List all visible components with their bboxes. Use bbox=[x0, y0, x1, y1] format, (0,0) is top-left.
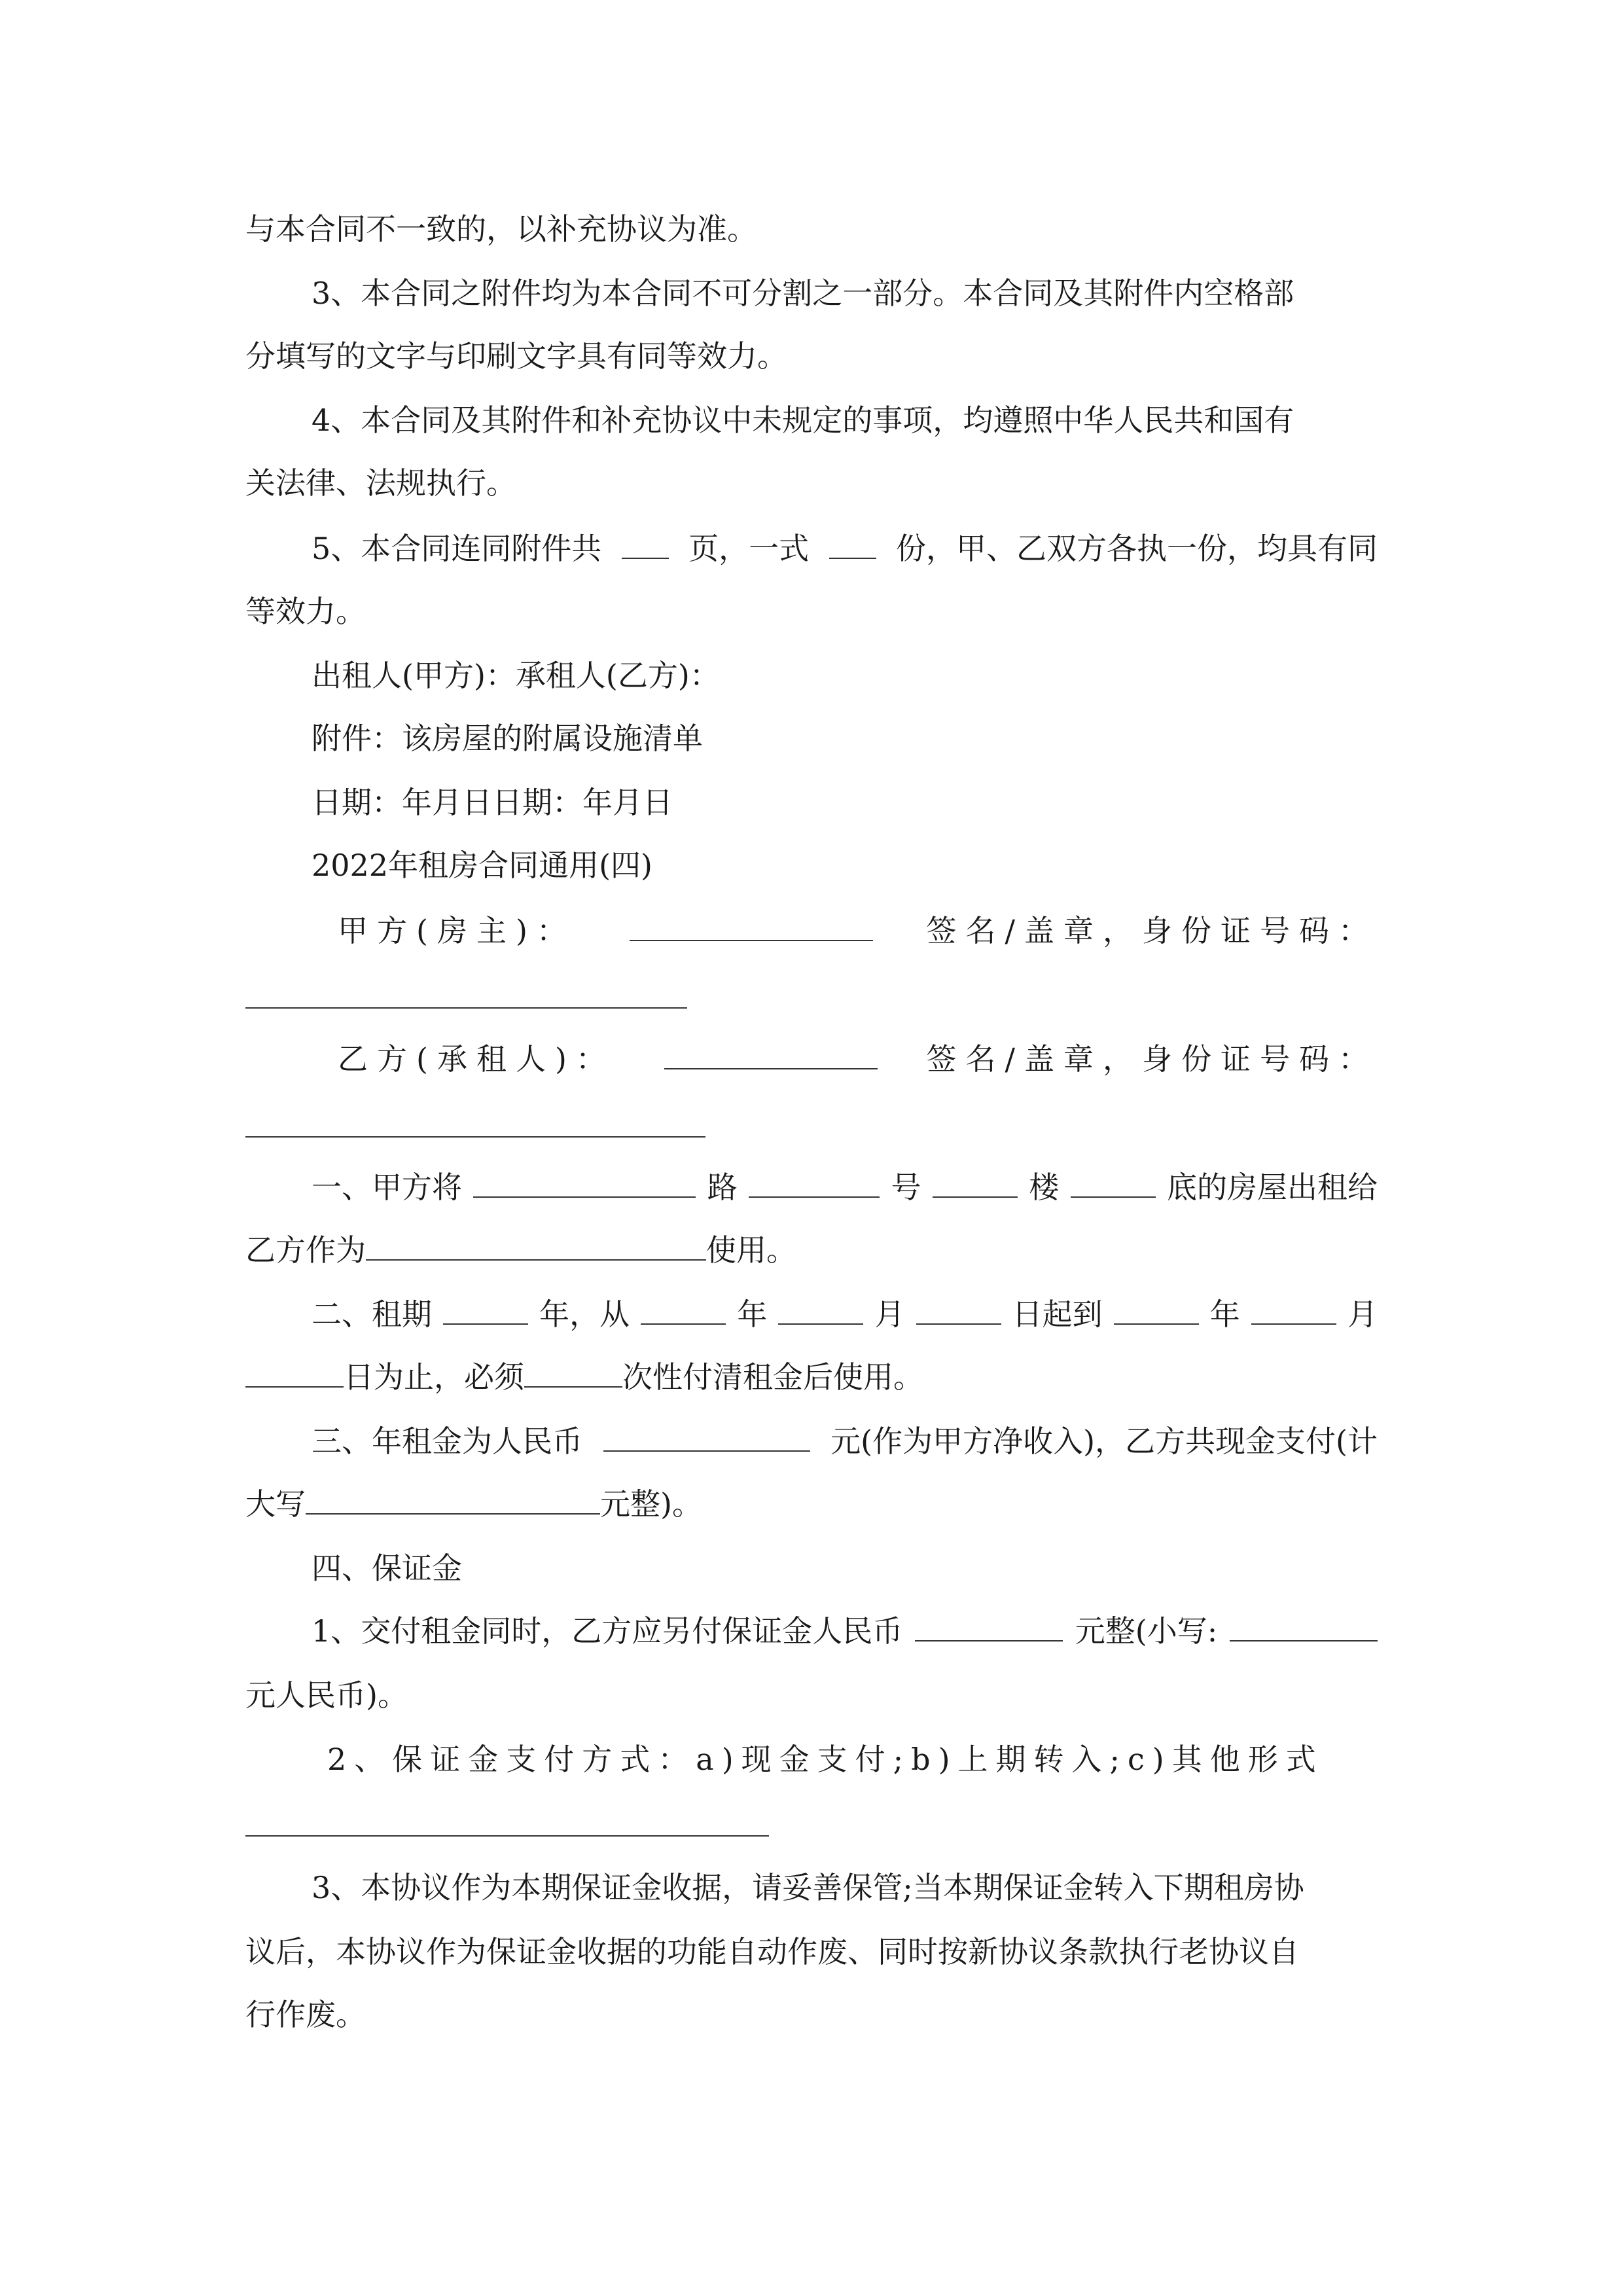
floor-blank[interactable] bbox=[1071, 1168, 1156, 1198]
clause-2-text-h: 日为止，必须 bbox=[344, 1359, 524, 1395]
clause-1-text-d: 楼 bbox=[1029, 1170, 1060, 1205]
party-b-sign-label: 签名/盖章，身份证号码： bbox=[926, 1041, 1378, 1077]
end-month-blank[interactable] bbox=[1251, 1295, 1336, 1325]
party-b-id-blank[interactable] bbox=[245, 1136, 705, 1138]
clause-3-line-2: 分填写的文字与印刷文字具有同等效力。 bbox=[245, 338, 787, 374]
party-b-line bbox=[338, 1039, 1378, 1079]
party-b-label: 乙方(承租人)： bbox=[338, 1041, 615, 1077]
deposit-2-line-1: 2、保证金支付方式：a)现金支付;b)上期转入;c)其他形式 bbox=[327, 1742, 1324, 1777]
annual-rent-blank[interactable] bbox=[603, 1422, 810, 1452]
deposit-title: 四、保证金 bbox=[312, 1551, 462, 1586]
party-a-name-blank[interactable] bbox=[630, 911, 873, 941]
deposit-1-text-a: 1、交付租金同时，乙方应另付保证金人民币 bbox=[312, 1613, 903, 1649]
start-month-blank[interactable] bbox=[778, 1295, 863, 1325]
clause-2-text-e: 日起到 bbox=[1012, 1297, 1103, 1332]
clause-2-line-1 bbox=[312, 1295, 1378, 1334]
other-payment-blank[interactable] bbox=[245, 1835, 769, 1837]
clause-5-text-b: 页，一式 bbox=[688, 531, 810, 566]
deposit-3-line-3: 行作废。 bbox=[245, 1997, 366, 2032]
clause-2-text-c: 年 bbox=[737, 1297, 768, 1332]
end-day-blank[interactable] bbox=[245, 1357, 344, 1388]
clause-3-rent-line-1 bbox=[312, 1422, 1378, 1461]
lease-years-blank[interactable] bbox=[443, 1295, 528, 1325]
clause-3-line-1: 3、本合同之附件均为本合同不可分割之一部分。本合同及其附件内空格部 bbox=[312, 276, 1294, 311]
amount-in-words-blank[interactable] bbox=[306, 1484, 600, 1515]
clause-5-line-1 bbox=[312, 529, 1378, 568]
clause-3-rent-text-c: 大写 bbox=[245, 1486, 306, 1522]
clause-1-text-c: 号 bbox=[891, 1170, 921, 1205]
clause-4-line-2: 关法律、法规执行。 bbox=[245, 465, 516, 501]
date-line: 日期：年月日日期：年月日 bbox=[312, 785, 673, 820]
road-blank[interactable] bbox=[473, 1168, 696, 1198]
clause-3-rent-text-d: 元整)。 bbox=[600, 1486, 702, 1522]
usage-blank[interactable] bbox=[366, 1230, 706, 1261]
clause-1-text-b: 路 bbox=[707, 1170, 738, 1205]
clause-3-rent-line-2 bbox=[245, 1484, 1378, 1524]
clause-2-text-d: 月 bbox=[874, 1297, 905, 1332]
deposit-3-line-1: 3、本协议作为本期保证金收据，请妥善保管;当本期保证金转入下期租房协 bbox=[312, 1870, 1304, 1905]
building-blank[interactable] bbox=[933, 1168, 1018, 1198]
clause-2-line-2 bbox=[245, 1357, 1378, 1397]
deposit-3-line-2: 议后，本协议作为保证金收据的功能自动作废、同时按新协议条款执行老协议自 bbox=[245, 1934, 1299, 1969]
clause-3-rent-text-a: 三、年租金为人民币 bbox=[312, 1424, 582, 1459]
clause-2-text-b: 年，从 bbox=[539, 1297, 630, 1332]
deposit-amount-blank[interactable] bbox=[915, 1611, 1063, 1641]
clause-4-line-1: 4、本合同及其附件和补充协议中未规定的事项，均遵照中华人民共和国有 bbox=[312, 403, 1294, 438]
party-a-label: 甲方(房主)： bbox=[338, 913, 576, 948]
end-year-blank[interactable] bbox=[1114, 1295, 1199, 1325]
clause-5-text-c: 份，甲、乙双方各执一份，均具有同 bbox=[895, 531, 1378, 566]
pages-blank[interactable] bbox=[622, 529, 669, 559]
clause-2-text-i: 次性付清租金后使用。 bbox=[622, 1359, 923, 1395]
deposit-1-line-2: 元人民币)。 bbox=[245, 1677, 408, 1713]
clause-3-rent-text-b: 元(作为甲方净收入)，乙方共现金支付(计 bbox=[830, 1424, 1378, 1459]
copies-blank[interactable] bbox=[829, 529, 876, 559]
lessor-lessee-line: 出租人(甲方)：承租人(乙方)： bbox=[312, 658, 720, 693]
paragraph-line: 与本合同不一致的，以补充协议为准。 bbox=[245, 211, 757, 247]
section-title: 2022年租房合同通用(四) bbox=[312, 848, 652, 883]
clause-5-line-2: 等效力。 bbox=[245, 594, 366, 629]
clause-2-text-f: 年 bbox=[1209, 1297, 1240, 1332]
party-b-name-blank[interactable] bbox=[664, 1039, 878, 1069]
clause-1-text-f: 乙方作为 bbox=[245, 1232, 366, 1268]
party-a-id-blank[interactable] bbox=[245, 1007, 687, 1009]
clause-1-text-a: 一、甲方将 bbox=[312, 1170, 462, 1205]
party-a-sign-label: 签名/盖章，身份证号码： bbox=[926, 913, 1378, 948]
payment-times-blank[interactable] bbox=[524, 1357, 622, 1388]
deposit-1-text-b: 元整(小写: bbox=[1075, 1613, 1218, 1649]
number-blank[interactable] bbox=[749, 1168, 880, 1198]
party-a-line bbox=[338, 911, 1378, 950]
attachment-line: 附件：该房屋的附属设施清单 bbox=[312, 721, 703, 756]
start-year-blank[interactable] bbox=[641, 1295, 726, 1325]
start-day-blank[interactable] bbox=[916, 1295, 1001, 1325]
clause-1-line-1 bbox=[312, 1168, 1378, 1207]
clause-1-text-e: 底的房屋出租给 bbox=[1167, 1170, 1378, 1205]
clause-2-text-a: 二、租期 bbox=[312, 1297, 432, 1332]
clause-5-text-a: 5、本合同连同附件共 bbox=[312, 531, 602, 566]
clause-1-text-g: 使用。 bbox=[706, 1232, 796, 1268]
clause-2-text-g: 月 bbox=[1347, 1297, 1378, 1332]
deposit-1-line-1 bbox=[312, 1611, 1378, 1651]
clause-1-line-2 bbox=[245, 1230, 1378, 1270]
deposit-figures-blank[interactable] bbox=[1230, 1611, 1378, 1641]
